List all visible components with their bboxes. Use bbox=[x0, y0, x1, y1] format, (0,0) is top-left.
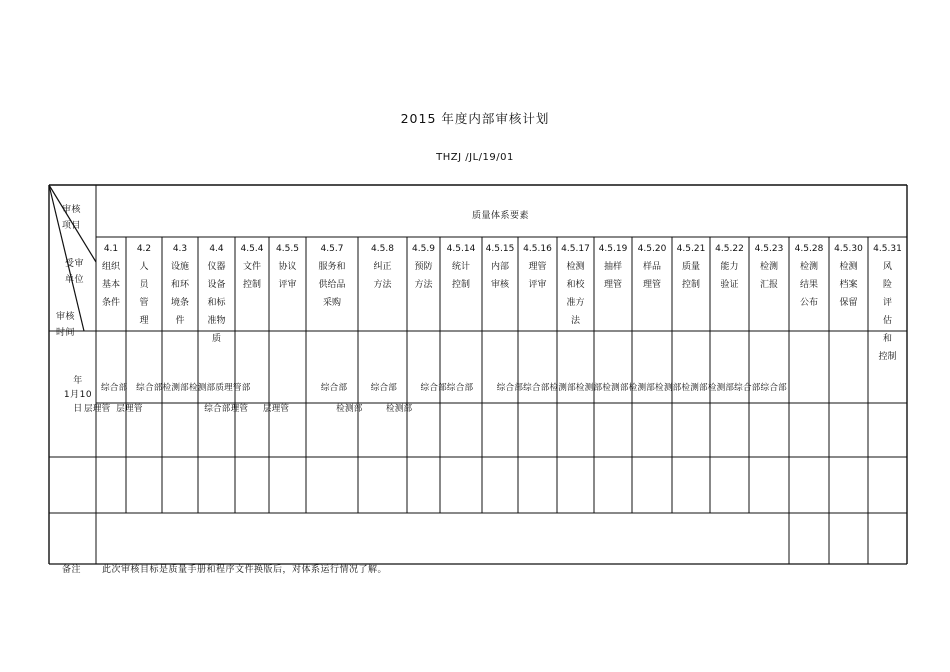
col-4-5-15: 4.5.15 内部 审核 bbox=[485, 244, 515, 290]
col-4-5-4: 4.5.4 文件 控制 bbox=[240, 244, 264, 290]
document-title: 2015 年度内部审核计划 bbox=[400, 111, 550, 126]
col-4-5-22: 4.5.22 能力 验证 bbox=[715, 244, 744, 290]
col-4-5-20: 4.5.20 样品 理管 bbox=[637, 244, 667, 290]
col-4-5-7: 4.5.7 服务和 供给品 采购 bbox=[318, 244, 346, 308]
document-code: THZJ /JL/19/01 bbox=[436, 152, 514, 163]
col-4-5-21: 4.5.21 质量 控制 bbox=[676, 244, 706, 290]
responsible-departments-row-2: 层理管 层理管 综合部理管 层理管 检测部 检测部 bbox=[84, 404, 413, 414]
col-4-5-28: 4.5.28 检测 结果 公布 bbox=[794, 244, 824, 308]
col-4-5-9: 4.5.9 预防 方法 bbox=[412, 244, 435, 290]
remark-text: 此次审核目标是质量手册和程序文件换版后，对体系运行情况了解。 bbox=[102, 565, 388, 575]
col-4-5-23: 4.5.23 检测 汇报 bbox=[754, 244, 784, 290]
remark-label: 备注 bbox=[62, 565, 82, 575]
col-4-4: 4.4 仪器 设备 和标 准物 质 bbox=[207, 244, 226, 344]
header-unit: 受审 单位 bbox=[65, 259, 85, 285]
col-4-5-31: 4.5.31 风 险 评 估 和 控制 bbox=[873, 244, 902, 362]
responsible-departments-row-1: 综合部 综合部检测部检测部质理管部 综合部 综合部 综合部综合部 综合部综合部检测部检测部检测部检测部检测部检测部检测部综合部综合部 bbox=[101, 383, 787, 393]
audit-time-value: 年 1月10 日 bbox=[63, 376, 93, 414]
col-4-5-14: 4.5.14 统计 控制 bbox=[446, 244, 476, 290]
col-4-5-17: 4.5.17 检测 和校 准方 法 bbox=[561, 244, 590, 326]
quality-elements-header: 质量体系要素 bbox=[472, 211, 530, 221]
header-review-item: 审核 项目 bbox=[62, 205, 82, 231]
col-4-3: 4.3 设施 和环 境条 件 bbox=[170, 244, 189, 326]
col-4-5-5: 4.5.5 协议 评审 bbox=[276, 244, 299, 290]
col-4-5-19: 4.5.19 抽样 理管 bbox=[598, 244, 628, 290]
col-4-1: 4.1 组织 基本 条件 bbox=[101, 244, 120, 308]
col-4-2: 4.2 人 员 管 理 bbox=[136, 244, 152, 326]
col-4-5-16: 4.5.16 理管 评审 bbox=[523, 244, 552, 290]
col-4-5-30: 4.5.30 检测 档案 保留 bbox=[834, 244, 863, 308]
header-time: 审核 时间 bbox=[56, 312, 76, 338]
col-4-5-8: 4.5.8 纠正 方法 bbox=[371, 244, 394, 290]
